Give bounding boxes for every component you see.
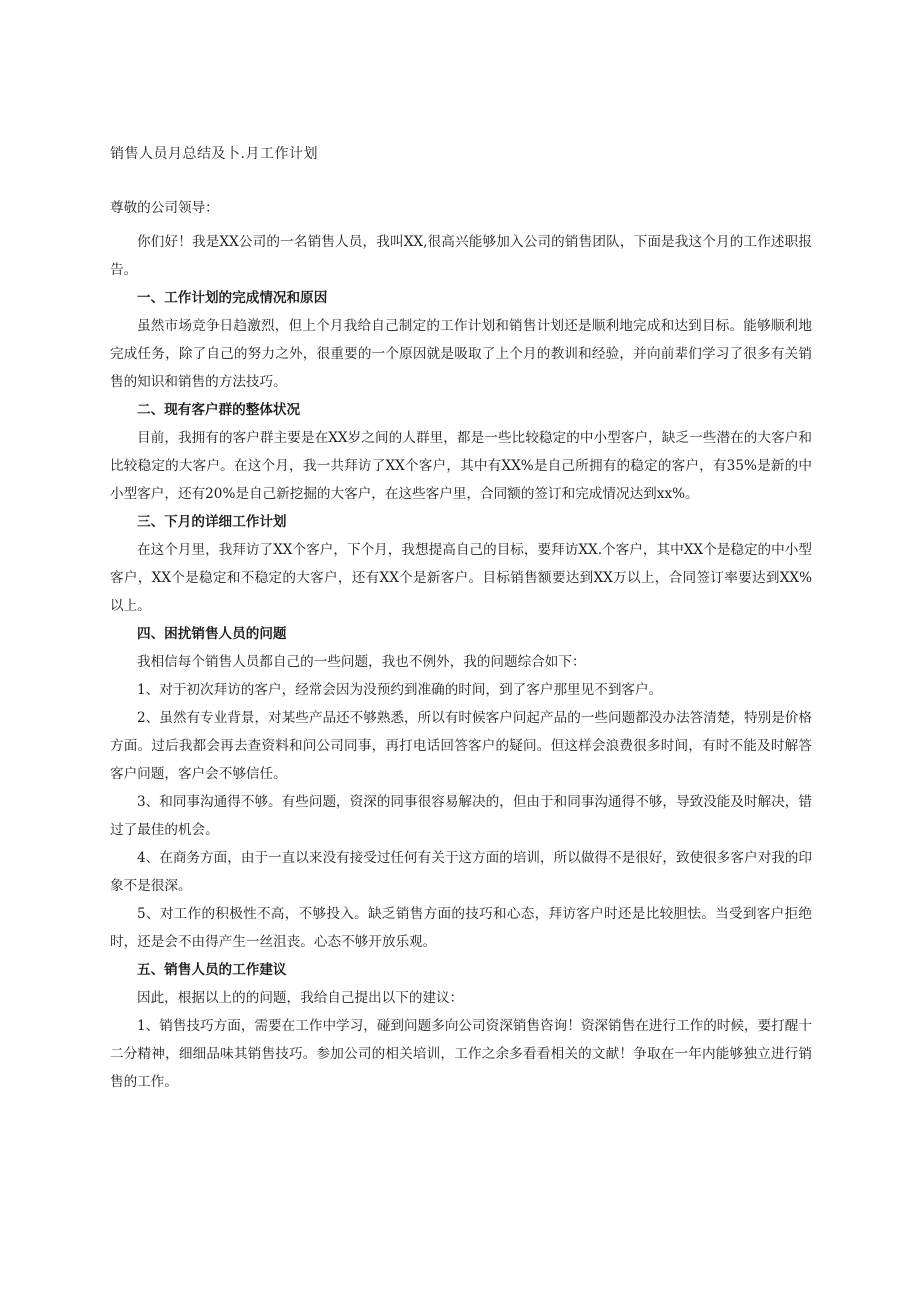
section-3-paragraph-1: 在这个月里，我拜访了XX个客户，下个月，我想提高自己的目标，要拜访XX.个客户，其中XX个是稳定的中小型客户，XX个是稳定和不稳定的大客户，还有XX个是新客户。目标销售额要达到XX万以上，合同签订率要达到XX%以上。 xyxy=(110,542,812,614)
section-heading-3: 三、下月的详细工作计划 xyxy=(137,514,287,530)
section-4-list-item-4: 4、在商务方面，由于一直以来没有接受过任何有关于这方面的培训，所以做得不是很好，致使很多客户对我的印象不是很深。 xyxy=(110,850,812,894)
document-body xyxy=(110,194,812,1096)
intro-paragraph: 你们好！我是XX公司的一名销售人员，我叫XX,很高兴能够加入公司的销售团队，下面是我这个月的工作述职报告。 xyxy=(110,234,812,278)
section-4-list-item-3: 3、和同事沟通得不够。有些问题，资深的同事很容易解决的，但由于和同事沟通得不够，导致没能及时解决，错过了最佳的机会。 xyxy=(110,794,812,838)
section-4-list-item-2: 2、虽然有专业背景，对某些产品还不够熟悉，所以有时候客户问起产品的一些问题都没办法答清楚，特别是价格方面。过后我都会再去查资料和问公司同事，再打电话回答客户的疑问。但这样会浪费很多时间，有时不能及时解答客户问题，客户会不够信任。 xyxy=(110,710,812,782)
section-heading-1: 一、工作计划的完成情况和原因 xyxy=(137,290,328,306)
section-4-list-item-5: 5、对工作的积极性不高，不够投入。缺乏销售方面的技巧和心态，拜访客户时还是比较胆怯。当受到客户拒绝时，还是会不由得产生一丝沮丧。心态不够开放乐观。 xyxy=(110,906,812,950)
section-4-list-item-1: 1、对于初次拜访的客户，经常会因为没预约到准确的时间，到了客户那里见不到客户。 xyxy=(137,682,663,698)
section-2-paragraph-1: 目前，我拥有的客户群主要是在XX岁之间的人群里，都是一些比较稳定的中小型客户，缺乏一些潜在的大客户和比较稳定的大客户。在这个月，我一共拜访了XX个客户，其中有XX%是自己所拥有的稳定的客户，有35%是新的中小型客户，还有20%是自己新挖掘的大客户，在这些客户里，合同额的签订和完成情况达到xx%。 xyxy=(110,430,812,502)
salutation: 尊敬的公司领导： xyxy=(110,200,219,216)
section-4-paragraph-1: 我相信每个销售人员都自己的一些问题，我也不例外，我的问题综合如下： xyxy=(137,654,586,670)
document-title: 销售人员月总结及卜.月工作计划 xyxy=(110,146,318,162)
section-5-list-item-1: 1、销售技巧方面，需要在工作中学习，碰到问题多向公司资深销售咨询！资深销售在进行工作的时候，要打醒十二分精神，细细品味其销售技巧。参加公司的相关培训，工作之余多看看相关的文献！争取在一年内能够独立进行销售的工作。 xyxy=(110,1018,812,1090)
section-5-paragraph-1: 因此，根据以上的的问题，我给自己提出以下的建议： xyxy=(137,990,464,1006)
section-heading-2: 二、现有客户群的整体状况 xyxy=(137,402,301,418)
section-1-paragraph-1: 虽然市场竞争日趋激烈，但上个月我给自己制定的工作计划和销售计划还是顺利地完成和达到目标。能够顺利地完成任务，除了自己的努力之外，很重要的一个原因就是吸取了上个月的教训和经验，并向前辈们学习了很多有关销售的知识和销售的方法技巧。 xyxy=(110,318,812,390)
section-heading-4: 四、困扰销售人员的问题 xyxy=(137,626,287,642)
section-heading-5: 五、销售人员的工作建议 xyxy=(137,962,287,978)
